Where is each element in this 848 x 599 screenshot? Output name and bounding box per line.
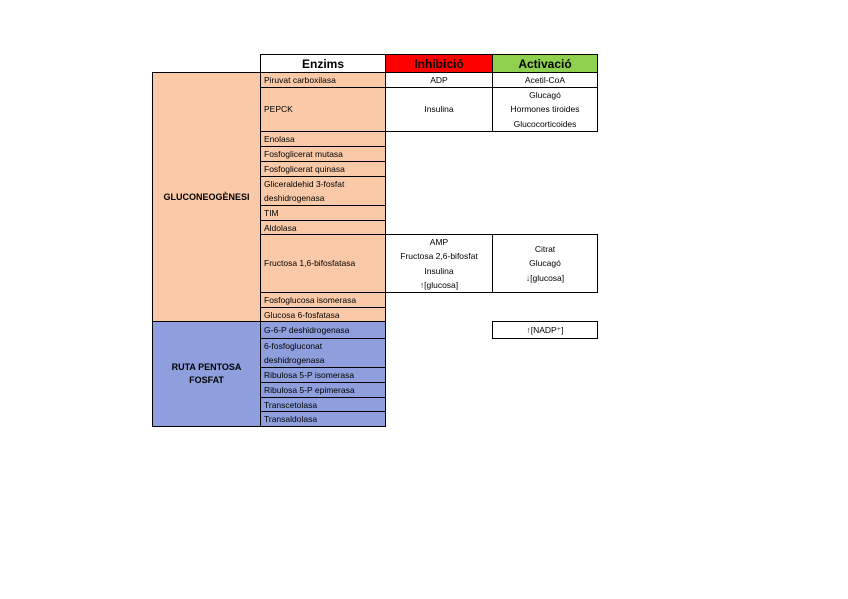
enzyme-enolasa: Enolasa (260, 131, 386, 147)
enzyme-fosfoglicerat-quinasa: Fosfoglicerat quinasa (260, 161, 386, 177)
fructosa-inhibicio-item: ↑[glucosa] (419, 280, 459, 290)
group-ruta-pentosa-label-line2: FOSFAT (189, 375, 224, 385)
enzyme-aldolasa: Aldolasa (260, 220, 386, 235)
header-inhibicio: Inhibició (385, 54, 493, 73)
pepck-activacio-item: Glucagó (529, 89, 561, 100)
enzyme-transaldolasa: Transaldolasa (260, 411, 386, 427)
enzyme-tim: TIM (260, 205, 386, 221)
fructosa-activacio-item: ↓[glucosa] (525, 272, 565, 283)
piruvat-activacio: Acetil-CoA (492, 72, 598, 88)
enzyme-glucosa-6-fosfatasa: Glucosa 6-fosfatasa (260, 307, 386, 322)
enzyme-fosfoglicerat-mutasa: Fosfoglicerat mutasa (260, 146, 386, 162)
pepck-activacio-item: Glucocorticoides (513, 118, 577, 129)
pepck-activacio-item: Hormones tiroides (510, 104, 580, 115)
enzyme-transcetolasa: Transcetolasa (260, 397, 386, 412)
enzyme-piruvat-carboxilasa: Piruvat carboxilasa (260, 72, 386, 88)
fructosa-inhibicio-item: AMP (429, 236, 449, 247)
enzyme-gliceraldehid-line1: Gliceraldehid 3-fosfat (264, 178, 345, 189)
group-ruta-pentosa-fosfat (152, 321, 261, 427)
enzyme-6-fosfogluconat-deshidrogenasa (260, 338, 386, 368)
group-gluconeogenesi-label: GLUCONEOGÈNESI (163, 191, 250, 202)
pepck-inhibicio-item: Insulina (424, 104, 454, 115)
enzyme-g6p-deshidrogenasa: G-6-P deshidrogenasa (260, 321, 386, 339)
piruvat-inhibicio: ADP (385, 72, 493, 88)
enzyme-gliceraldehid-deshidrogenasa (260, 176, 386, 206)
enzyme-ribulosa-epimerasa: Ribulosa 5-P epimerasa (260, 382, 386, 398)
group-ruta-pentosa-label-line1: RUTA PENTOSA (171, 362, 242, 372)
enzyme-fosfogluconat-line1: 6-fosfogluconat (264, 340, 323, 351)
pepck-activacio (492, 87, 598, 132)
enzyme-fructosa-bifosfatasa: Fructosa 1,6-bifosfatasa (260, 234, 386, 293)
header-enzims: Enzims (260, 54, 386, 73)
fructosa-inhibicio (385, 234, 493, 293)
enzyme-fosfoglucosa-isomerasa: Fosfoglucosa isomerasa (260, 292, 386, 308)
enzyme-ribulosa-isomerasa: Ribulosa 5-P isomerasa (260, 367, 386, 383)
fructosa-activacio-item: Citrat (534, 243, 556, 254)
enzyme-pepck: PEPCK (260, 87, 386, 132)
fructosa-activacio (492, 234, 598, 293)
enzyme-fosfogluconat-line2: deshidrogenasa (264, 355, 325, 365)
pepck-inhibicio (385, 87, 493, 132)
g6p-activacio: ↑[NADP⁺] (492, 321, 598, 339)
fructosa-activacio-item: Glucagó (529, 258, 561, 269)
fructosa-inhibicio-item: Fructosa 2,6-bifosfat (400, 251, 478, 261)
enzyme-gliceraldehid-line2: deshidrogenasa (264, 193, 325, 203)
header-activacio: Activació (492, 54, 598, 73)
group-gluconeogenesi (152, 72, 261, 322)
fructosa-inhibicio-item: Insulina (424, 265, 454, 276)
